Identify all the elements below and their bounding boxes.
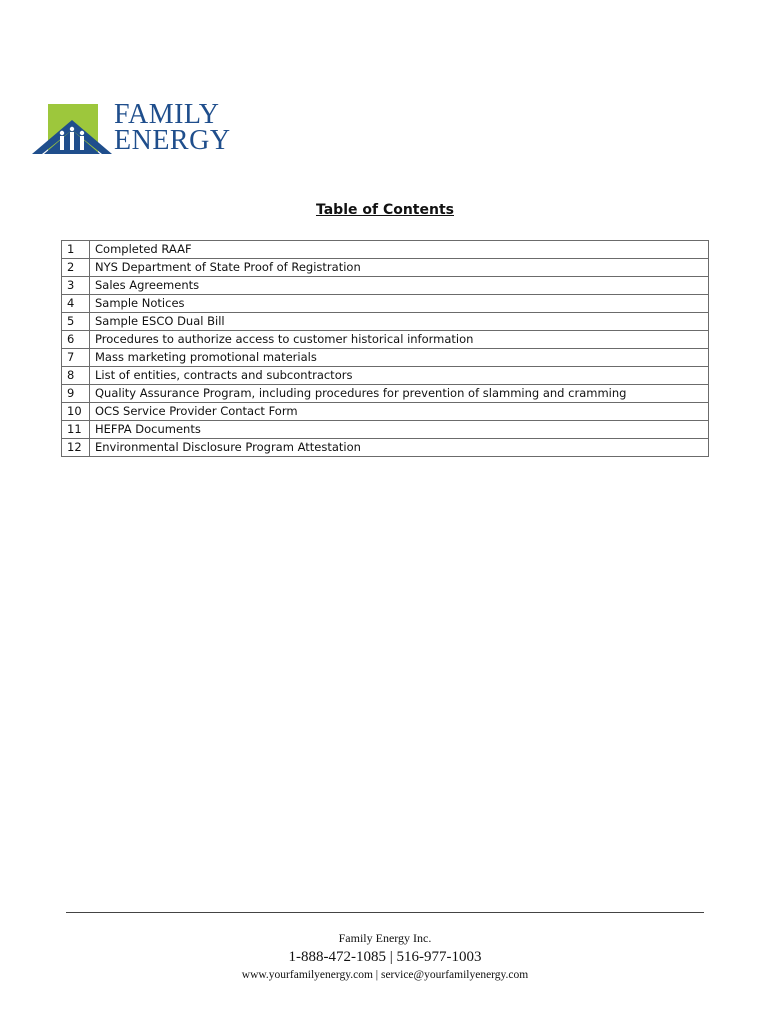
toc-table — [61, 240, 709, 457]
toc-row-number: 1 — [62, 241, 90, 259]
toc-row — [62, 313, 709, 331]
toc-row-title: HEFPA Documents — [90, 421, 709, 439]
toc-row — [62, 349, 709, 367]
toc-row-number: 7 — [62, 349, 90, 367]
house-logo-icon — [30, 102, 114, 160]
toc-row-number: 9 — [62, 385, 90, 403]
toc-row-title: Sample ESCO Dual Bill — [90, 313, 709, 331]
footer-company: Family Energy Inc. — [338, 931, 432, 945]
toc-row-title: List of entities, contracts and subcontractors — [90, 367, 709, 385]
footer-phones: 1-888-472-1085 | 516-977-1003 — [288, 949, 482, 965]
toc-row-number: 2 — [62, 259, 90, 277]
footer-web-email: www.yourfamilyenergy.com | service@yourfamilyenergy.com — [241, 969, 529, 981]
toc-row — [62, 241, 709, 259]
footer — [0, 930, 770, 983]
toc-row-number: 5 — [62, 313, 90, 331]
toc-row-number: 12 — [62, 439, 90, 457]
toc-row — [62, 439, 709, 457]
toc-row-title: NYS Department of State Proof of Registration — [90, 259, 709, 277]
toc-row-title: Mass marketing promotional materials — [90, 349, 709, 367]
toc-row-number: 11 — [62, 421, 90, 439]
toc-row-number: 6 — [62, 331, 90, 349]
toc-row — [62, 295, 709, 313]
toc-row — [62, 385, 709, 403]
toc-row — [62, 277, 709, 295]
logo-wordmark — [114, 99, 231, 156]
toc-title: Table of Contents — [315, 202, 454, 218]
toc-row — [62, 421, 709, 439]
toc-row-title: Procedures to authorize access to customer historical information — [90, 331, 709, 349]
toc-row-number: 4 — [62, 295, 90, 313]
logo-line-1: FAMILY — [114, 99, 220, 130]
toc-row-title: Sales Agreements — [90, 277, 709, 295]
family-energy-logo — [30, 99, 245, 162]
toc-row-title: Sample Notices — [90, 295, 709, 313]
toc-row-title: OCS Service Provider Contact Form — [90, 403, 709, 421]
toc-row — [62, 367, 709, 385]
toc-row-title: Environmental Disclosure Program Attestation — [90, 439, 709, 457]
toc-row — [62, 259, 709, 277]
toc-row-number: 3 — [62, 277, 90, 295]
toc-row-title: Completed RAAF — [90, 241, 709, 259]
toc-row-number: 10 — [62, 403, 90, 421]
logo-line-2: ENERGY — [114, 125, 231, 156]
toc-row-number: 8 — [62, 367, 90, 385]
toc-row — [62, 331, 709, 349]
footer-divider — [66, 912, 704, 913]
toc-row-title: Quality Assurance Program, including procedures for prevention of slamming and cramming — [90, 385, 709, 403]
toc-row — [62, 403, 709, 421]
